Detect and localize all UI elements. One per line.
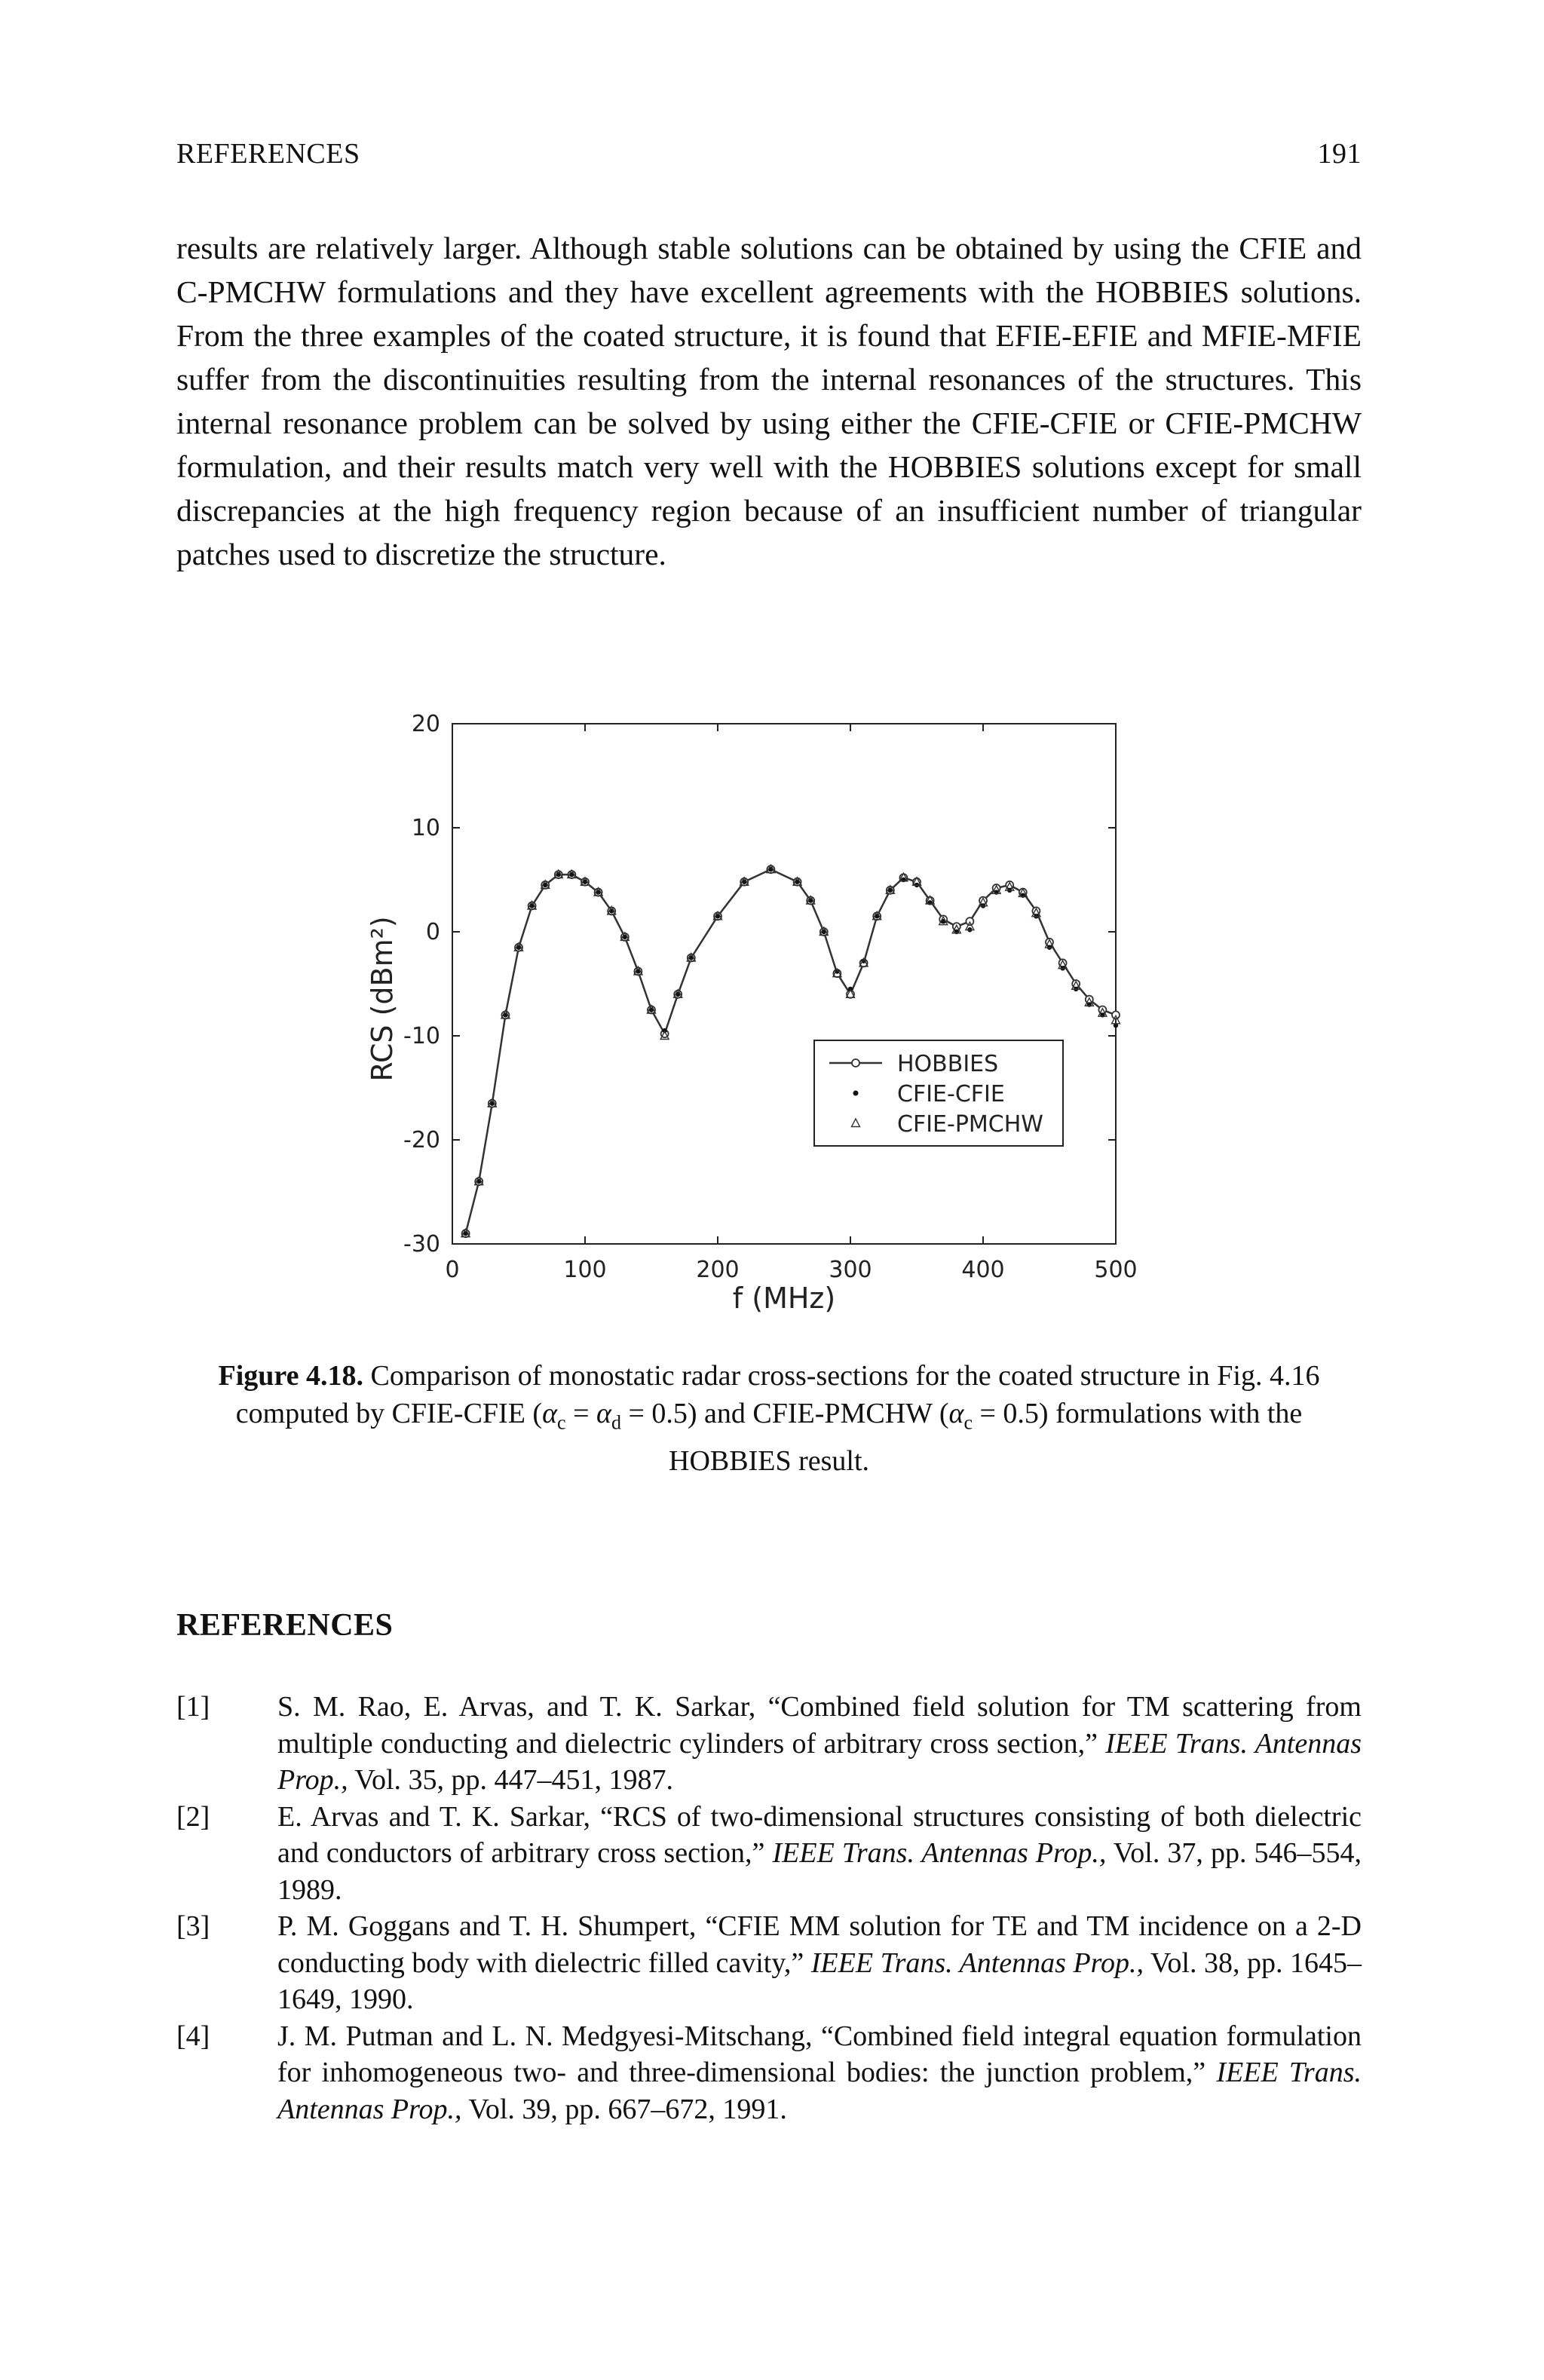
page-number: 191 — [1317, 138, 1362, 170]
legend-marker — [852, 1059, 859, 1067]
equals-2: = — [620, 1398, 652, 1429]
rcs-chart — [317, 701, 1176, 1319]
reference-authors-title: E. Arvas and T. K. Sarkar, “RCS of two-dimensional structures consisting of both dielectric and conductors of arbitrary cross section,” — [277, 1800, 1362, 1869]
reference-item — [176, 2018, 1362, 2128]
reference-number: [4] — [176, 2020, 210, 2052]
reference-item — [176, 1689, 1362, 1799]
equals-3: = — [972, 1398, 1003, 1429]
reference-text — [277, 1908, 1362, 2018]
reference-details: Vol. 37, pp. 546–554, 1989. — [277, 1837, 1362, 1906]
reference-journal: IEEE Trans. Antennas Prop., — [810, 1947, 1144, 1979]
reference-journal: IEEE Trans. Antennas Prop., — [277, 2057, 1362, 2125]
alpha-value-2: 0.5 — [1003, 1398, 1039, 1429]
caption-text-2: ) and CFIE-PMCHW ( — [687, 1398, 949, 1429]
y-axis-label: RCS (dBm²) — [366, 916, 399, 1082]
y-tick-label: -10 — [403, 1023, 440, 1049]
rcs-figure — [317, 701, 1176, 1319]
reference-authors-title: J. M. Putman and L. N. Medgyesi-Mitschang, “Combined field integral equation formulation for inhomogeneous two- and three-dimensional bodies: the junction problem,” — [277, 2020, 1362, 2088]
reference-text — [277, 2018, 1362, 2128]
x-tick-label: 400 — [961, 1257, 1005, 1283]
running-head — [176, 137, 1362, 170]
y-tick-label: -20 — [403, 1127, 440, 1153]
alpha-subscript-c-1: c — [557, 1411, 566, 1434]
alpha-symbol-2: α — [596, 1398, 611, 1429]
reference-text — [277, 1689, 1362, 1799]
y-tick-label: 20 — [411, 711, 440, 737]
body-paragraph: results are relatively larger. Although stable solutions can be obtained by using the CFIE and C-PMCHW formulations and they have excellent agreements with the HOBBIES solutions. From the three examples of the coated structure, it is found that EFIE-EFIE and MFIE-MFIE suffer from the discontinuities resulting from the internal resonances of the structures. This internal resonance problem can be solved by using either the CFIE-CFIE or CFIE-PMCHW formulation, and their results match very well with the HOBBIES solutions except for small discrepancies at the high frequency region because of an insufficient number of triangular patches used to discretize the structure. — [176, 231, 1362, 571]
reference-journal: IEEE Trans. Antennas Prop., — [772, 1837, 1107, 1869]
y-tick-label: -30 — [403, 1231, 440, 1257]
y-tick-label: 10 — [411, 815, 440, 841]
alpha-value-1: 0.5 — [651, 1398, 688, 1429]
legend-label: CFIE-CFIE — [897, 1081, 1005, 1107]
equals-1: = — [565, 1398, 597, 1429]
reference-number: [2] — [176, 1800, 210, 1833]
legend-marker — [853, 1091, 859, 1096]
reference-item — [176, 1908, 1362, 2018]
y-tick-label: 0 — [425, 919, 440, 945]
x-axis-label: f (MHz) — [732, 1282, 836, 1315]
alpha-subscript-d: d — [611, 1411, 621, 1434]
reference-list — [176, 1689, 1362, 2127]
reference-journal: IEEE Trans. Antennas Prop., — [277, 1727, 1362, 1796]
caption-text-3: ) formulations with the HOBBIES result. — [669, 1398, 1303, 1477]
reference-authors-title: P. M. Goggans and T. H. Shumpert, “CFIE MM solution for TE and TM incidence on a 2-D conducting body with dielectric filled cavity,” — [277, 1910, 1362, 1979]
reference-authors-title: S. M. Rao, E. Arvas, and T. K. Sarkar, “Combined field solution for TM scattering from multiple conducting and dielectric cylinders of arbitrary cross section,” — [277, 1691, 1362, 1760]
alpha-symbol-1: α — [542, 1398, 558, 1429]
x-tick-label: 300 — [829, 1257, 872, 1283]
reference-details: Vol. 39, pp. 667–672, 1991. — [461, 2093, 787, 2125]
reference-number: [3] — [176, 1910, 210, 1942]
x-tick-label: 200 — [696, 1257, 740, 1283]
reference-text — [277, 1799, 1362, 1909]
legend-label: HOBBIES — [897, 1051, 999, 1077]
legend-label: CFIE-PMCHW — [897, 1111, 1043, 1138]
references-heading: REFERENCES — [176, 1608, 394, 1643]
figure-label: Figure 4.18. — [218, 1360, 363, 1392]
plot-area — [452, 724, 1116, 1244]
x-tick-label: 100 — [563, 1257, 607, 1283]
figure-caption — [176, 1357, 1362, 1480]
running-head-title: REFERENCES — [176, 138, 360, 170]
caption-text-1: Comparison of monostatic radar cross-sections for the coated structure in Fig. 4.16 computed by CFIE-CFIE ( — [235, 1360, 1320, 1429]
alpha-subscript-c-2: c — [963, 1411, 973, 1434]
reference-details: Vol. 35, pp. 447–451, 1987. — [348, 1764, 674, 1796]
alpha-symbol-3: α — [948, 1398, 964, 1429]
reference-details: Vol. 38, pp. 1645–1649, 1990. — [277, 1947, 1362, 2015]
reference-item — [176, 1799, 1362, 1909]
x-tick-label: 500 — [1094, 1257, 1138, 1283]
reference-number: [1] — [176, 1691, 210, 1723]
x-tick-label: 0 — [445, 1257, 460, 1283]
